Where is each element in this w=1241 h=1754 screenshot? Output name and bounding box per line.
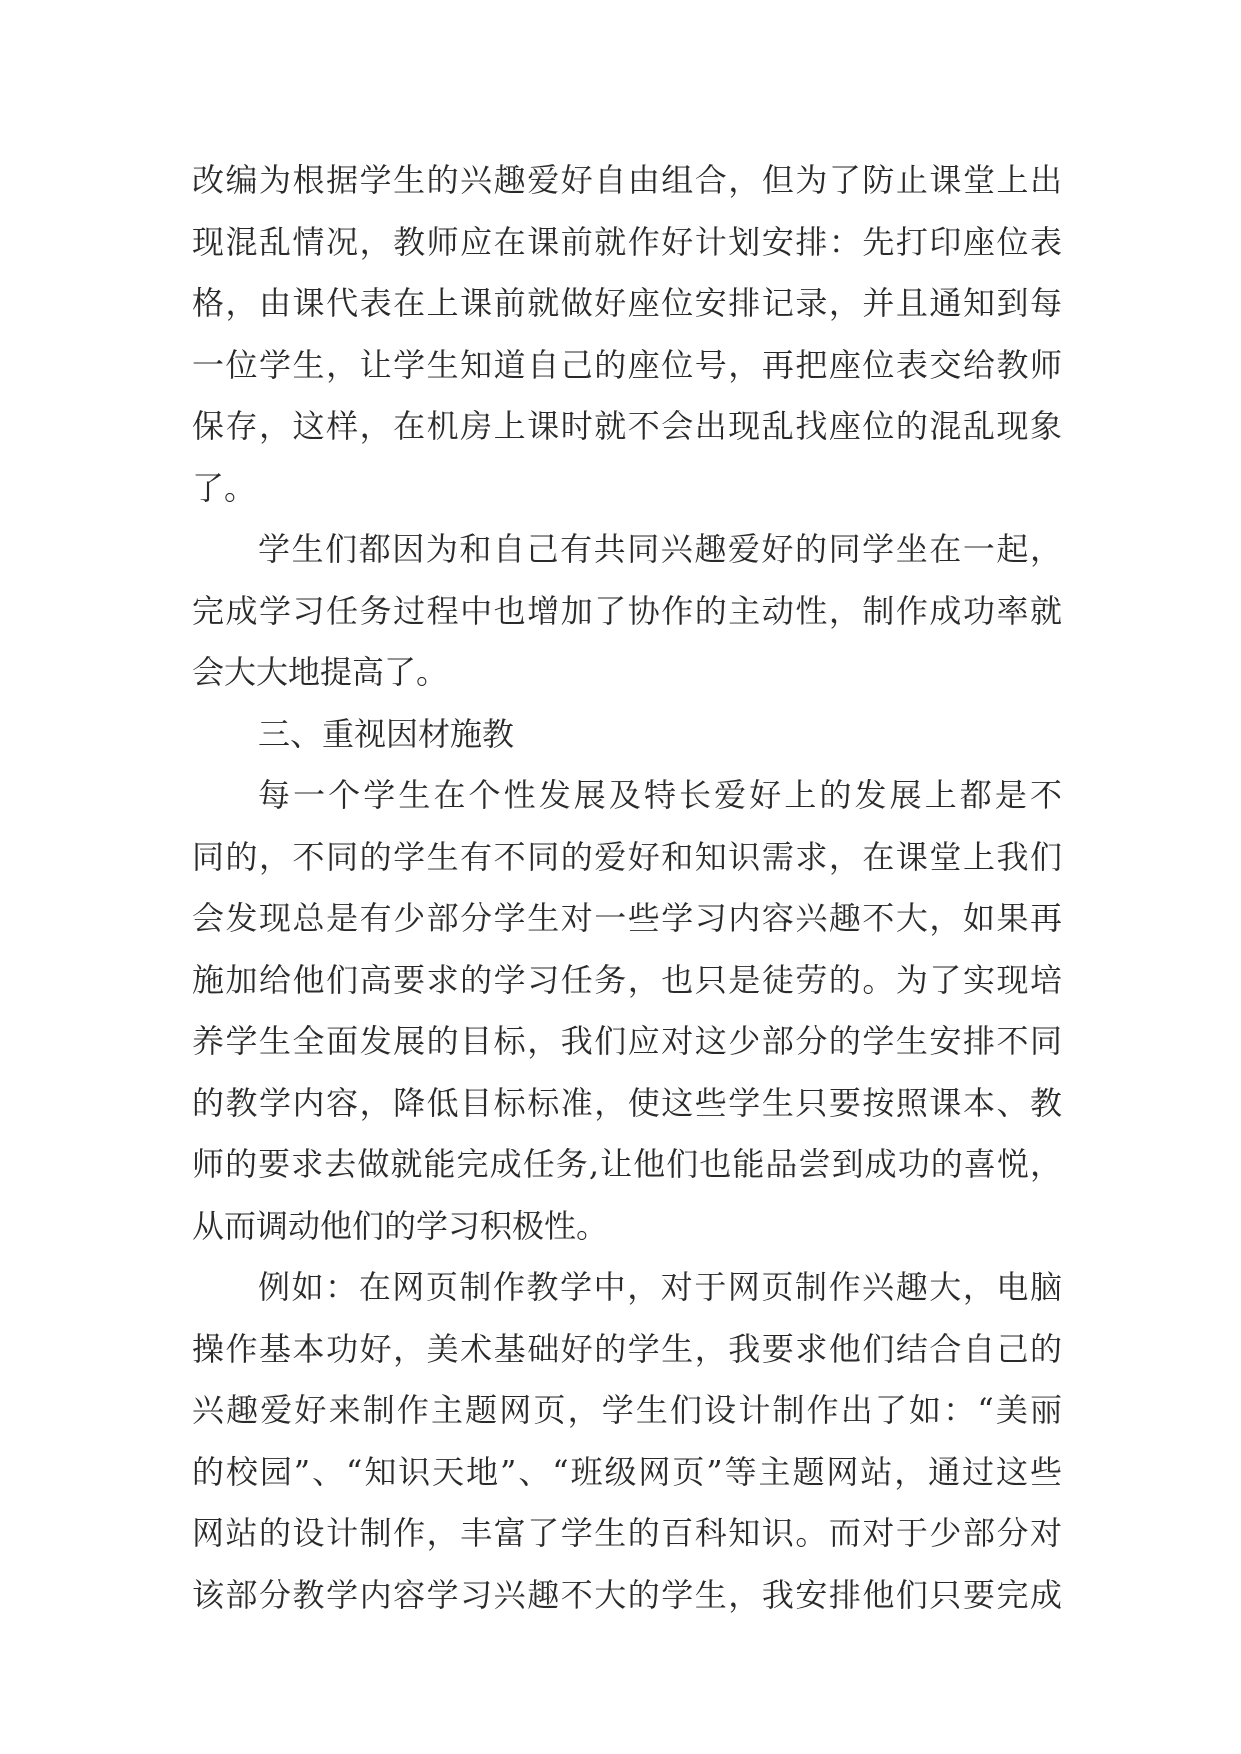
text-line: 学生们都因为和自己有共同兴趣爱好的同学坐在一起，: [258, 530, 1062, 568]
text-line: 改编为根据学生的兴趣爱好自由组合，但为了防止课堂上出: [192, 161, 1062, 199]
text-line: 格，由课代表在上课前就做好座位安排记录，并且通知到每: [192, 284, 1062, 322]
text-line: 完成学习任务过程中也增加了协作的主动性，制作成功率就: [192, 591, 1062, 630]
text-line: 现混乱情况，教师应在课前就作好计划安排：先打印座位表: [192, 222, 1062, 261]
text-line: 网站的设计制作，丰富了学生的百科知识。而对于少部分对: [192, 1514, 1062, 1552]
text-line: 施加给他们高要求的学习任务，也只是徒劳的。为了实现培: [192, 960, 1062, 999]
text-line: 的校园”、“知识天地”、“班级网页”等主题网站，通过这些: [192, 1452, 1062, 1491]
text-line: 师的要求去做就能完成任务,让他们也能品尝到成功的喜悦，: [192, 1145, 1062, 1183]
text-line: 从而调动他们的学习积极性。: [192, 1206, 609, 1245]
text-line: 了。: [192, 468, 257, 507]
text-line: 一位学生，让学生知道自己的座位号，再把座位表交给教师: [192, 345, 1062, 384]
text-line: 例如：在网页制作教学中，对于网页制作兴趣大，电脑: [258, 1268, 1062, 1306]
text-line: 养学生全面发展的目标，我们应对这少部分的学生安排不同: [192, 1022, 1062, 1060]
section-heading: 三、重视因材施教: [258, 714, 515, 753]
text-line: 操作基本功好，美术基础好的学生，我要求他们结合自己的: [192, 1329, 1062, 1368]
text-line: 会发现总是有少部分学生对一些学习内容兴趣不大，如果再: [192, 899, 1062, 937]
text-line: 每一个学生在个性发展及特长爱好上的发展上都是不: [258, 776, 1062, 814]
text-line: 兴趣爱好来制作主题网页，学生们设计制作出了如：“美丽: [192, 1391, 1062, 1429]
text-line: 会大大地提高了。: [192, 653, 449, 691]
text-line: 的教学内容，降低目标标准，使这些学生只要按照课本、教: [192, 1083, 1062, 1122]
body-text: [192, 158, 1062, 1634]
text-line: 保存，这样，在机房上课时就不会出现乱找座位的混乱现象: [192, 407, 1062, 445]
text-line: 同的，不同的学生有不同的爱好和知识需求，在课堂上我们: [192, 837, 1062, 876]
text-line: 该部分教学内容学习兴趣不大的学生，我安排他们只要完成: [192, 1575, 1062, 1614]
